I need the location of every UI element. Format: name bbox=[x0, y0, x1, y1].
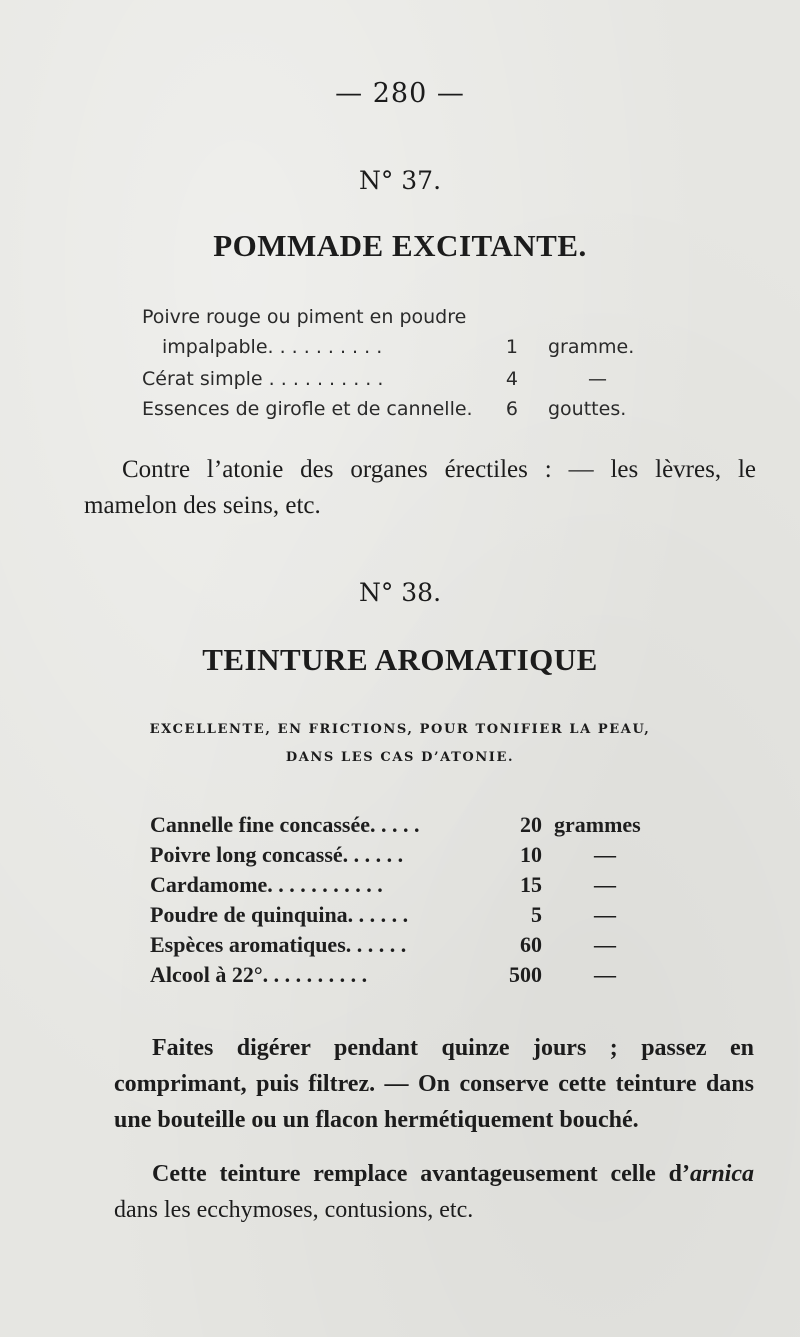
ingredient-row bbox=[0, 932, 800, 964]
ingredient-unit: gouttes. bbox=[548, 398, 627, 420]
ingredient-name: Poudre de quinquina. . . . . . bbox=[150, 902, 409, 927]
ingredient-name-continuation: impalpable. . . . . . . . . . bbox=[162, 336, 383, 358]
ingredient-unit: — bbox=[594, 872, 616, 897]
ingredient-row bbox=[0, 368, 800, 400]
recipe-subtitle bbox=[0, 716, 800, 772]
ingredient-name: Espèces aromatiques. . . . . . bbox=[150, 932, 407, 957]
recipe-number: N° 37. bbox=[358, 166, 442, 195]
ingredient-row bbox=[0, 842, 800, 874]
ingredient-name: Poivre rouge ou piment en poudre bbox=[142, 306, 467, 328]
ingredient-row bbox=[0, 398, 800, 430]
ingredient-unit: — bbox=[594, 842, 616, 867]
recipe-number: N° 38. bbox=[358, 578, 442, 607]
ingredient-unit: — bbox=[594, 932, 616, 957]
recipe-title: TEINTURE AROMATIQUE bbox=[202, 642, 598, 677]
recipe-instructions: Faites digérer pendant quinze jours ; passez en comprimant, puis filtrez. — On conserve cette teinture dans une bouteille ou un flacon hermétiquement bouché. bbox=[114, 1035, 754, 1133]
ingredient-unit: gramme. bbox=[548, 336, 635, 358]
ingredient-row bbox=[0, 902, 800, 934]
ingredient-row bbox=[0, 812, 800, 844]
ingredient-name: Essences de girofle et de cannelle. bbox=[142, 398, 473, 420]
ingredient-quantity: 6 bbox=[505, 398, 518, 420]
ingredient-row bbox=[0, 872, 800, 904]
recipe-note bbox=[114, 1156, 754, 1228]
ingredient-name: Cannelle fine concassée. . . . . bbox=[150, 812, 420, 837]
recipe-description: Contre l’atonie des organes érectiles : — les lèvres, le mamelon des seins, etc. bbox=[84, 456, 756, 519]
ingredient-name: Cardamome. . . . . . . . . . . bbox=[150, 872, 383, 897]
ingredient-quantity: 15 bbox=[520, 872, 542, 897]
recipe-title: POMMADE EXCITANTE. bbox=[213, 228, 587, 263]
ingredient-quantity: 500 bbox=[509, 962, 542, 987]
note-text: Cette teinture remplace avantageusement celle d’ bbox=[152, 1161, 690, 1187]
ingredient-name: Cérat simple . . . . . . . . . . bbox=[142, 368, 384, 390]
ingredient-unit: — bbox=[594, 962, 616, 987]
ingredient-quantity: 60 bbox=[520, 932, 542, 957]
ingredient-quantity: 10 bbox=[520, 842, 542, 867]
ingredient-unit: — bbox=[588, 368, 607, 390]
ingredient-quantity: 5 bbox=[531, 902, 542, 927]
ingredient-quantity: 20 bbox=[520, 812, 542, 837]
page-number: — 280 — bbox=[335, 78, 465, 109]
note-text-end: dans les ecchymoses, contusions, etc. bbox=[114, 1197, 474, 1223]
ingredient-row bbox=[0, 306, 800, 366]
ingredient-unit: — bbox=[594, 902, 616, 927]
ingredient-quantity: 1 bbox=[505, 336, 518, 358]
ingredient-list bbox=[0, 306, 800, 426]
ingredient-list bbox=[0, 812, 800, 992]
ingredient-quantity: 4 bbox=[505, 368, 518, 390]
ingredient-row bbox=[0, 962, 800, 994]
subtitle-line: DANS LES CAS D’ATONIE. bbox=[285, 750, 515, 765]
subtitle-line: EXCELLENTE, EN FRICTIONS, POUR TONIFIER LA PEAU, bbox=[149, 722, 651, 737]
note-italic-term: arnica bbox=[689, 1161, 754, 1187]
ingredient-name: Alcool à 22°. . . . . . . . . . bbox=[150, 962, 368, 987]
ingredient-name: Poivre long concassé. . . . . . bbox=[150, 842, 404, 867]
ingredient-unit: grammes bbox=[554, 812, 641, 837]
